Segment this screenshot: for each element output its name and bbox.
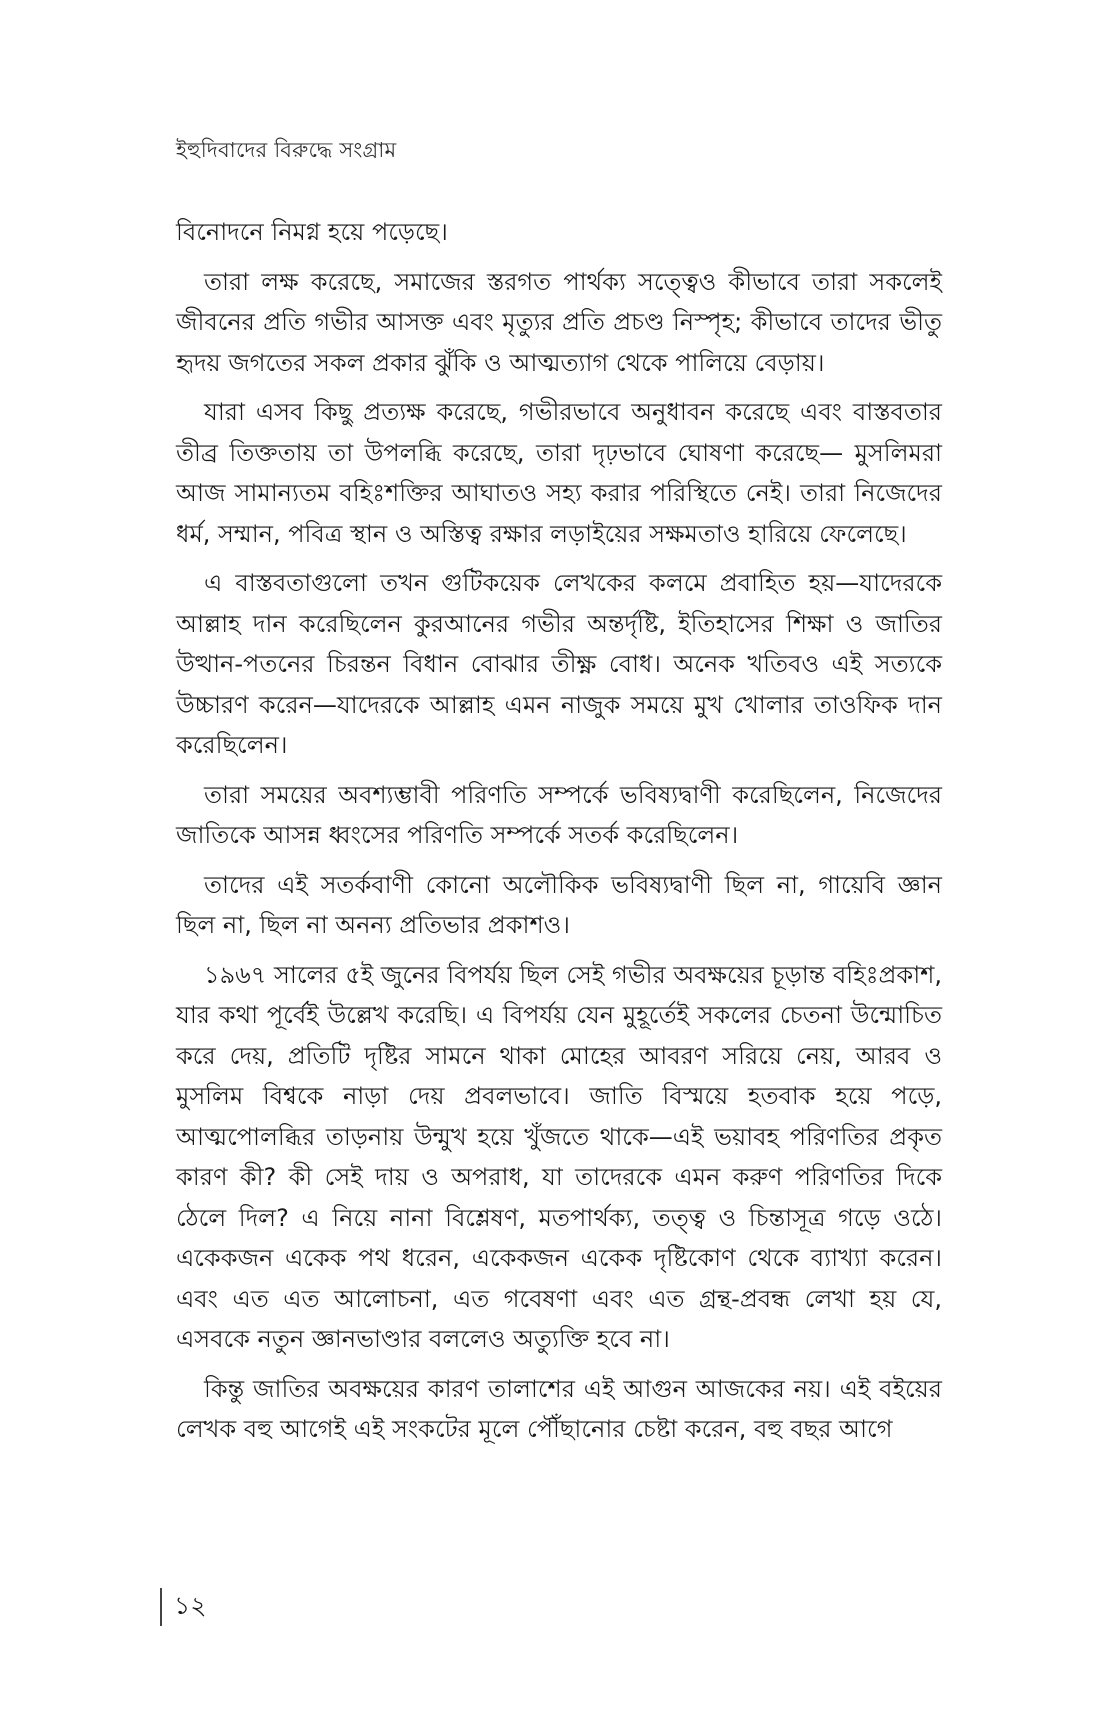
paragraph-2: তারা লক্ষ করেছে, সমাজের স্তরগত পার্থক্য সত্ত্বেও কীভাবে তারা সকলেই জীবনের প্রতি গভীর আসক্ত এবং মৃত্যুর প্রতি প্রচণ্ড নিস্পৃহ; কীভাবে তাদের ভীতু হৃদয় জগতের সকল প্রকার ঝুঁকি ও আত্মত্যাগ থেকে পালিয়ে বেড়ায়। [176, 267, 942, 377]
paragraph-3: যারা এসব কিছু প্রত্যক্ষ করেছে, গভীরভাবে অনুধাবন করেছে এবং বাস্তবতার তীব্র তিক্ততায় তা উপলব্ধি করেছে, তারা দৃঢ়ভাবে ঘোষণা করেছে— মুসলিমরা আজ সামান্যতম বহিঃশক্তির আঘাতও সহ্য করার পরিস্থিতে নেই। তারা নিজেদের ধর্ম, সম্মান, পবিত্র স্থান ও অস্তিত্ব রক্ষার লড়াইয়ের সক্ষমতাও হারিয়ে ফেলেছে। [176, 398, 942, 548]
paragraph-5: তারা সময়ের অবশ্যম্ভাবী পরিণতি সম্পর্কে ভবিষ্যদ্বাণী করেছিলেন, নিজেদের জাতিকে আসন্ন ধ্বংসের পরিণতি সম্পর্কে সতর্ক করেছিলেন। [176, 780, 942, 849]
paragraph-4: এ বাস্তবতাগুলো তখন গুটিকয়েক লেখকের কলমে প্রবাহিত হয়—যাদেরকে আল্লাহ দান করেছিলেন কুরআনের গভীর অন্তর্দৃষ্টি, ইতিহাসের শিক্ষা ও জাতির উত্থান-পতনের চিরন্তন বিধান বোঝার তীক্ষ্ণ বোধ। অনেক খতিবও এই সত্যকে উচ্চারণ করেন—যাদেরকে আল্লাহ এমন নাজুক সময়ে মুখ খোলার তাওফিক দান করেছিলেন। [176, 569, 942, 759]
body-text [176, 212, 942, 1459]
page-folio [160, 1588, 206, 1626]
paragraph-6: তাদের এই সতর্কবাণী কোনো অলৌকিক ভবিষ্যদ্বাণী ছিল না, গায়েবি জ্ঞান ছিল না, ছিল না অনন্য প্রতিভার প্রকাশও। [176, 870, 942, 939]
page-number: ১২ [174, 1590, 207, 1620]
folio-rule [160, 1588, 162, 1626]
paragraph-1: বিনোদনে নিমগ্ন হয়ে পড়েছে। [176, 218, 448, 246]
paragraph-8: কিন্তু জাতির অবক্ষয়ের কারণ তালাশের এই আগুন আজকের নয়। এই বইয়ের লেখক বহু আগেই এই সংকটের মূলে পৌঁছানোর চেষ্টা করেন, বহু বছর আগে [176, 1374, 942, 1443]
paragraph-7: ১৯৬৭ সালের ৫ই জুনের বিপর্যয় ছিল সেই গভীর অবক্ষয়ের চূড়ান্ত বহিঃপ্রকাশ, যার কথা পূর্বেই উল্লেখ করেছি। এ বিপর্যয় যেন মুহূর্তেই সকলের চেতনা উন্মোচিত করে দেয়, প্রতিটি দৃষ্টির সামনে থাকা মোহের আবরণ সরিয়ে নেয়, আরব ও মুসলিম বিশ্বকে নাড়া দেয় প্রবলভাবে। জাতি বিস্ময়ে হতবাক হয়ে পড়ে, আত্মপোলব্ধির তাড়নায় উন্মুখ হয়ে খুঁজতে থাকে—এই ভয়াবহ পরিণতির প্রকৃত কারণ কী? কী সেই দায় ও অপরাধ, যা তাদেরকে এমন করুণ পরিণতির দিকে ঠেলে দিল? এ নিয়ে নানা বিশ্লেষণ, মতপার্থক্য, তত্ত্ব ও চিন্তাসূত্র গড়ে ওঠে। একেকজন একেক পথ ধরেন, একেকজন একেক দৃষ্টিকোণ থেকে ব্যাখ্যা করেন। এবং এত এত আলোচনা, এত গবেষণা এবং এত গ্রন্থ-প্রবন্ধ লেখা হয় যে, এসবকে নতুন জ্ঞানভাণ্ডার বললেও অত্যুক্তি হবে না। [176, 960, 942, 1353]
running-head-title: ইহুদিবাদের বিরুদ্ধে সংগ্রাম [176, 138, 397, 162]
